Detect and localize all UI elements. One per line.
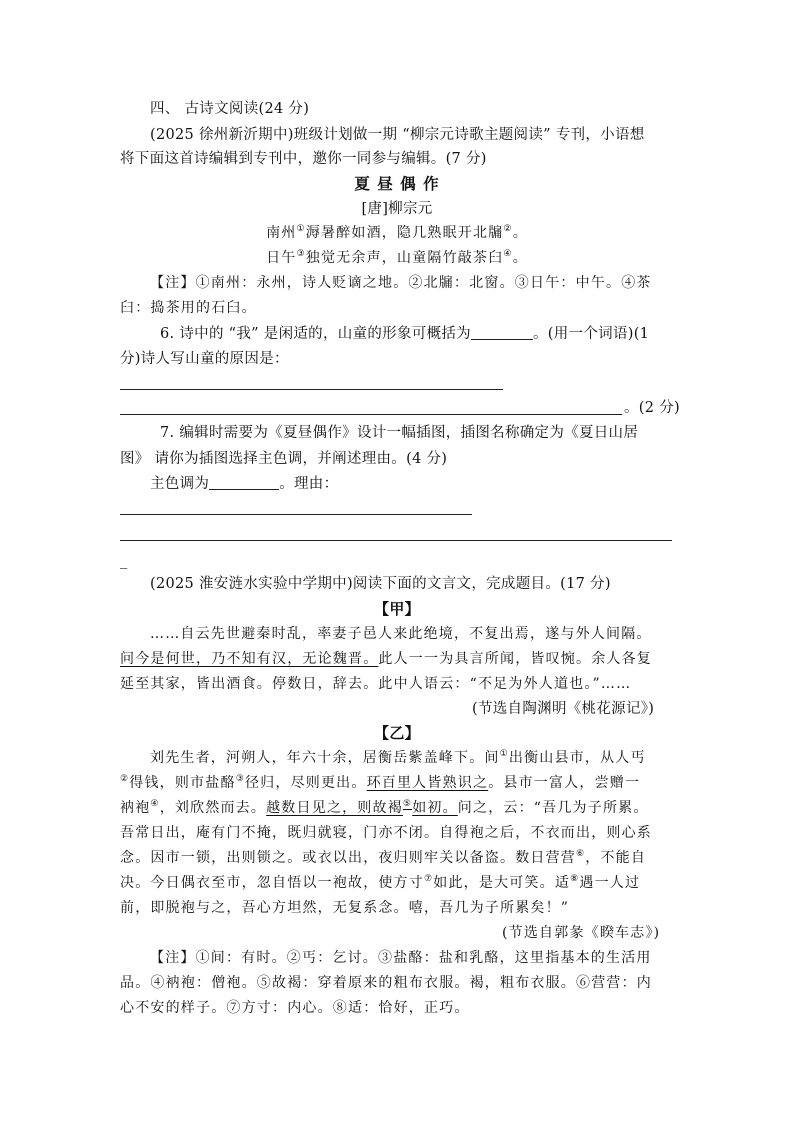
yi-l3-b: ，刘欣然而去。: [159, 800, 267, 816]
note-marker: ⑧: [570, 874, 580, 884]
note-marker: ⑤: [402, 799, 413, 809]
q6-answer-blank[interactable]: [471, 325, 533, 340]
yi-notes-line-2: 品。④衲袍：僧袍。⑤故褐：穿着原来的粗布衣服。褐，粗布衣服。⑥营营：内: [120, 975, 652, 991]
poem-line-1-c: 。: [512, 225, 528, 241]
q7-line-3: [150, 474, 338, 494]
note-marker: ②: [503, 224, 513, 234]
q6-answer-line-1[interactable]: [120, 389, 503, 390]
yi-line-6: [120, 873, 640, 893]
poem-line-1-a: 南州: [266, 225, 297, 241]
note-marker: ①: [499, 749, 509, 759]
poem-line-1: [0, 223, 794, 243]
yi-notes-line-1: 【注】①间：有时。②丐：乞讨。③盐酪：盐和乳酪，这里指基本的生活用: [150, 950, 652, 966]
yi-underlined-sentence-2-end: 如初。: [412, 800, 458, 816]
jia-line-2: [120, 649, 652, 669]
poem-line-2-b: 独觉无余声，山童隔竹敲茶臼: [305, 250, 504, 266]
yi-l5-b: ，不能自: [585, 850, 647, 866]
yi-l2-a: 得钱，则市盐酪: [129, 775, 236, 791]
poem-line-2: [0, 248, 794, 268]
section-title: 四、 古诗文阅读(24 分): [150, 101, 310, 117]
intro-line-2: 将下面这首诗编辑到专刊中，邀你一同参与编辑。(7 分): [120, 151, 487, 167]
q6-line-2: 分)诗人写山童的原因是：: [120, 351, 289, 367]
q6-text-a: 6. 诗中的 “我” 是闲适的，山童的形象可概括为: [160, 326, 471, 342]
q7-text-b: 。理由：: [279, 476, 339, 492]
note-marker: ④: [150, 799, 160, 809]
yi-l6-a: 决。今日偶衣至市，忽自悟以一袍故，使方寸: [120, 875, 424, 891]
yi-l1-b: 出衡山县市，从人丐: [508, 750, 646, 766]
q7-color-blank[interactable]: [209, 475, 279, 490]
q7-text-a: 主色调为: [150, 476, 210, 492]
yi-notes-line-3: 心不安的样子。⑦方寸：内心。⑧适：恰好，正巧。: [120, 1000, 470, 1016]
poem-line-2-a: 日午: [266, 250, 297, 266]
intro-line-1: (2025 徐州新沂期中)班级计划做一期 “柳宗元诗歌主题阅读” 专刊，小语想: [150, 127, 645, 143]
note-marker: ⑦: [424, 874, 434, 884]
q6-text-b: 。(用一个词语)(1: [533, 326, 650, 342]
note-marker: ②: [120, 774, 130, 784]
yi-l2-b: 径归，尽则更出。: [244, 775, 367, 791]
yi-heading: 【乙】: [374, 724, 420, 742]
yi-line-2: [120, 773, 640, 793]
q7-line-1: 7. 编辑时需要为《夏昼偶作》设计一幅插图，插图名称确定为《夏日山居: [160, 425, 639, 441]
note-marker: ④: [503, 249, 513, 259]
poem-notes-line-1: 【注】①南州：永州，诗人贬谪之地。②北牖：北窗。③日午：中午。④茶: [150, 275, 652, 291]
note-marker: ③: [296, 249, 306, 259]
yi-line-1: [150, 748, 646, 768]
yi-l6-b: 如此，是大可笑。适: [433, 875, 571, 891]
yi-l2-c: 。县市一富人，尝赠一: [488, 775, 641, 791]
yi-line-5: [120, 848, 646, 868]
q7-line-2: 图》 请你为插图选择主色调，并阐述理由。(4 分): [120, 451, 448, 467]
poem-line-2-c: 。: [512, 250, 528, 266]
yi-line-4: 吾常日出，庵有门不掩，既归就寝，门亦不闭。自得袍之后，不衣而出，则心系: [120, 825, 652, 841]
poem-line-1-b: 溽暑醉如酒，隐几熟眠开北牖: [305, 225, 504, 241]
note-marker: ⑥: [576, 849, 586, 859]
jia-source: (节选自陶渊明《桃花源记》): [472, 701, 655, 717]
q7-answer-line-2[interactable]: [120, 540, 672, 541]
jia-line-2-rest: 此人一一为具言所闻，皆叹惋。余人各复: [378, 651, 653, 667]
yi-l3-a: 衲袍: [120, 800, 151, 816]
poem-title: 夏 昼 偶 作: [354, 174, 440, 193]
yi-l1-a: 刘先生者，河朔人，年六十余，居衡岳紫盖峰下。间: [150, 750, 500, 766]
yi-underlined-sentence-2: 越数日见之，则故褐: [266, 800, 403, 816]
q6-line-1: [160, 324, 649, 344]
note-marker: ③: [235, 774, 245, 784]
q7-answer-line-1[interactable]: [120, 514, 472, 515]
note-marker: ①: [296, 224, 306, 234]
q6-score: 。(2 分): [624, 400, 680, 416]
poem-notes-line-2: 臼：捣茶用的石臼。: [120, 300, 257, 316]
q7-trailing-mark: _: [120, 553, 128, 569]
yi-l5-a: 念。因市一锁，出则锁之。或衣以出，夜归则牢关以备盗。数日营营: [120, 850, 576, 866]
yi-underlined-sentence-1: 环百里人皆熟识之: [366, 775, 489, 791]
yi-source: (节选自郭彖《睽车志》): [502, 925, 661, 941]
jia-line-1: ……自云先世避秦时乱，率妻子邑人来此绝境，不复出焉，遂与外人间隔。: [150, 626, 652, 642]
yi-l3-c: 问之，云：“吾几为子所累。: [457, 800, 649, 816]
poem-author: [唐]柳宗元: [361, 201, 433, 217]
q6-answer-line-2[interactable]: [120, 414, 622, 415]
passage-intro: (2025 淮安涟水实验中学期中)阅读下面的文言文，完成题目。(17 分): [150, 576, 611, 592]
yi-line-3: [120, 798, 649, 818]
yi-line-7: 前，即脱袍与之，吾心方坦然，无复系念。嘻，吾几为子所累矣！”: [120, 900, 570, 916]
yi-l6-c: 遇一人过: [579, 875, 641, 891]
jia-underlined-sentence: 问今是何世，乃不知有汉，无论魏晋。: [120, 651, 379, 667]
jia-line-3: 延至其家，皆出酒食。停数日，辞去。此中人语云：“不足为外人道也。”……: [120, 676, 632, 692]
jia-heading: 【甲】: [374, 600, 420, 618]
